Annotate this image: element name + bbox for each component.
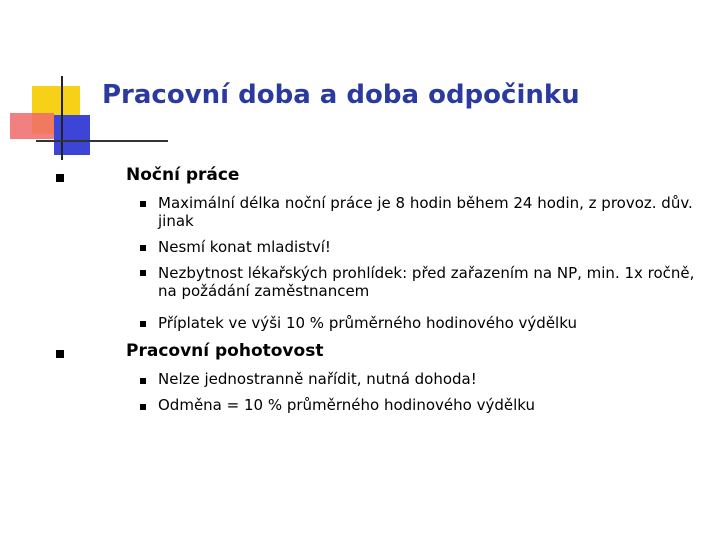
list-item: Maximální délka noční práce je 8 hodin během 24 hodin, z provoz. dův. jinak xyxy=(158,194,693,230)
bullet-level2-icon xyxy=(140,321,146,327)
bullet-level2-icon xyxy=(140,201,146,207)
bullet-level2-icon xyxy=(140,404,146,410)
bullet-level2-icon xyxy=(140,245,146,251)
list-item: Nesmí konat mladiství! xyxy=(158,238,331,256)
bullet-level1-icon xyxy=(56,174,64,182)
decor-vertical-line xyxy=(61,76,63,160)
bullet-level2-icon xyxy=(140,378,146,384)
bullet-level2-icon xyxy=(140,270,146,276)
bullet-level1-icon xyxy=(56,350,64,358)
list-item: Nezbytnost lékařských prohlídek: před zařazením na NP, min. 1x ročně, na požádání zaměstnancem xyxy=(158,264,695,300)
list-item: Odměna = 10 % průměrného hodinového výdělku xyxy=(158,396,535,414)
section-heading-night-work: Noční práce xyxy=(126,165,240,185)
list-item: Nelze jednostranně nařídit, nutná dohoda! xyxy=(158,370,477,388)
decor-red-square xyxy=(10,113,54,139)
decor-horizontal-line xyxy=(36,140,168,142)
slide-title: Pracovní doba a doba odpočinku xyxy=(102,80,580,110)
list-item: Příplatek ve výši 10 % průměrného hodinového výdělku xyxy=(158,314,577,332)
section-heading-standby: Pracovní pohotovost xyxy=(126,341,324,361)
decor-blue-square xyxy=(54,115,90,155)
